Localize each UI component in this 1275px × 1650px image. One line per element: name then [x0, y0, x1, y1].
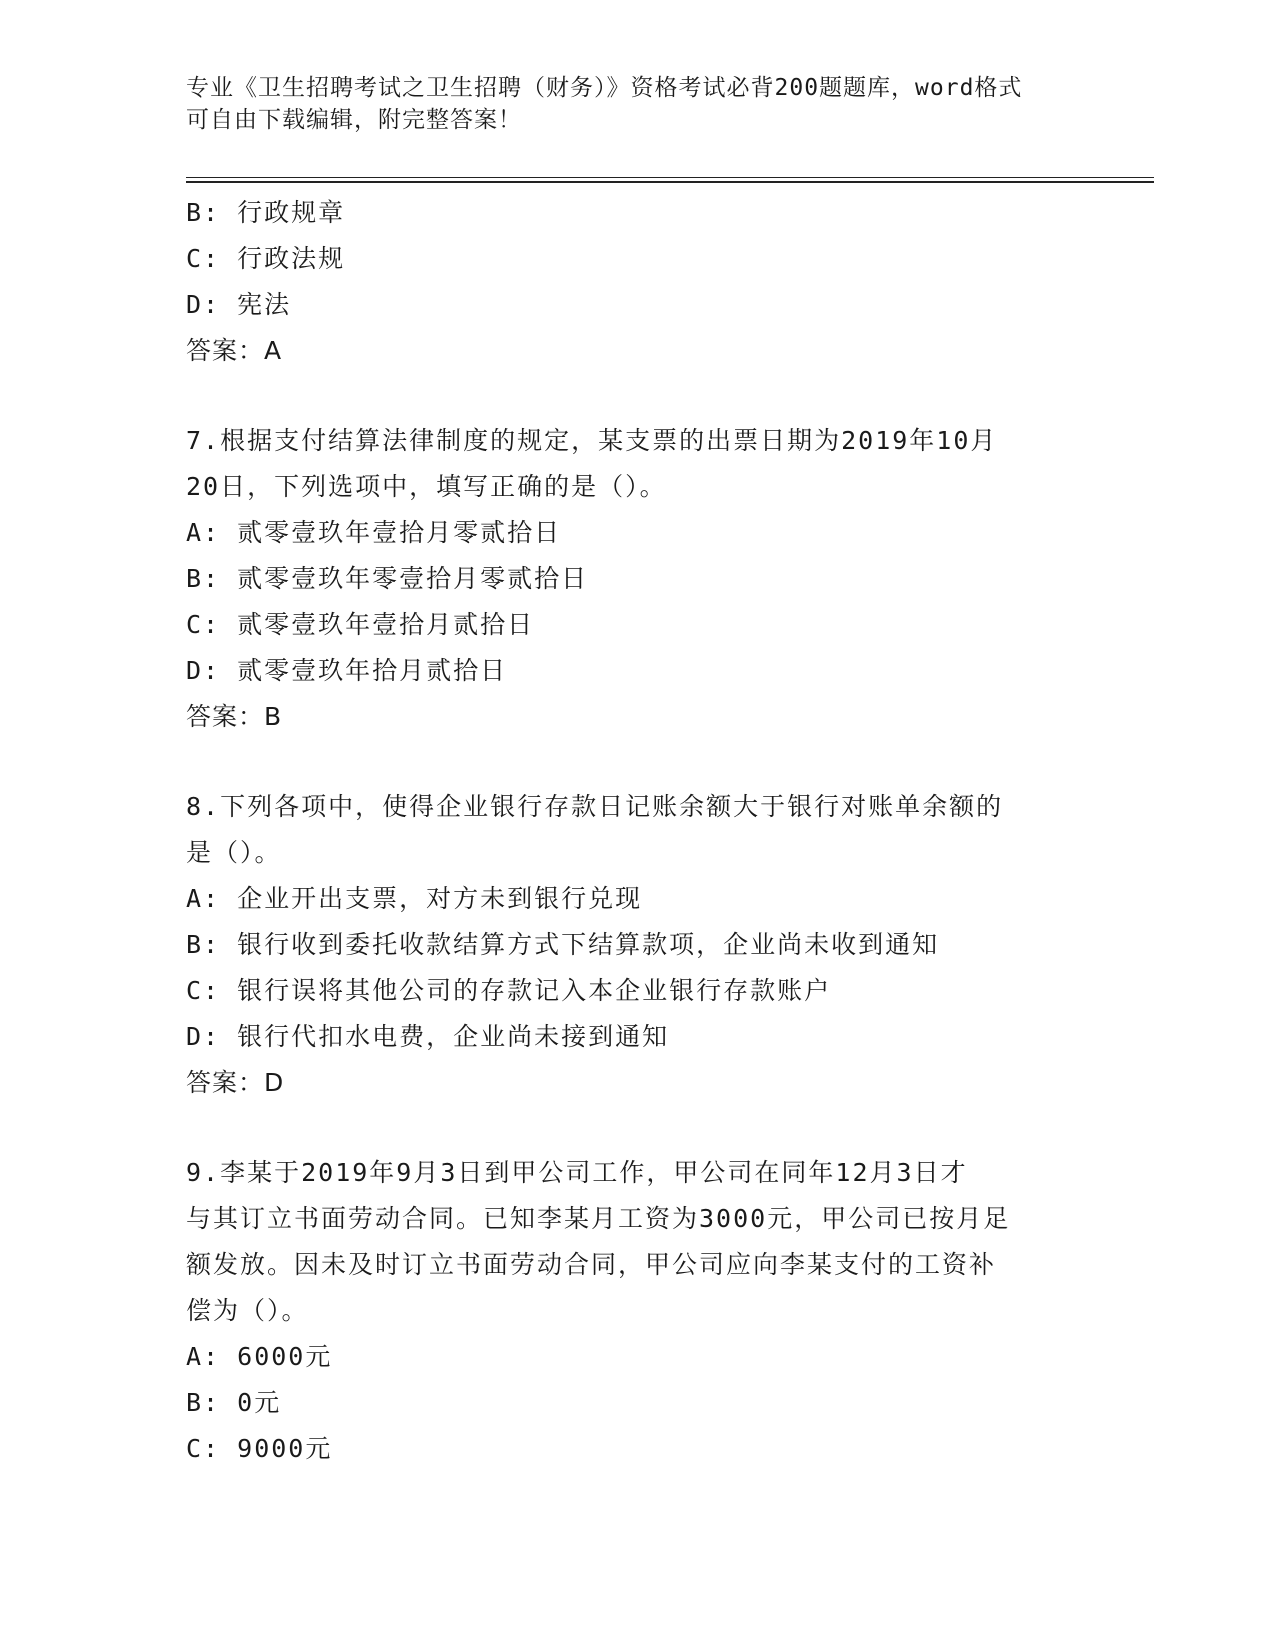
answer-label: 答案：D: [186, 1068, 285, 1097]
question-7: [186, 418, 1066, 740]
option-b: B: 行政规章: [186, 198, 346, 227]
header-line-1: 专业《卫生招聘考试之卫生招聘（财务）》资格考试必背200题题库，word格式: [186, 75, 1023, 101]
option-a: A: 企业开出支票，对方未到银行兑现: [186, 884, 643, 913]
answer-label: 答案：A: [186, 336, 283, 365]
question-9: [186, 1150, 1066, 1472]
option-a: A: 贰零壹玖年壹拾月零贰拾日: [186, 518, 562, 547]
answer-label: 答案：B: [186, 702, 283, 731]
header-line-2: 可自由下载编辑，附完整答案！: [186, 107, 522, 133]
option-c: C: 贰零壹玖年壹拾月贰拾日: [186, 610, 535, 639]
question-text-line: 与其订立书面劳动合同。已知李某月工资为3000元，甲公司已按月足: [186, 1204, 1011, 1233]
question-spacer: [186, 1106, 1066, 1150]
question-spacer: [186, 374, 1066, 418]
option-d: D: 银行代扣水电费，企业尚未接到通知: [186, 1022, 670, 1051]
option-a: A: 6000元: [186, 1342, 333, 1371]
question-text-line: 偿为（）。: [186, 1296, 309, 1325]
option-b: B: 0元: [186, 1388, 282, 1417]
header-divider-thick: [186, 181, 1154, 183]
option-c: C: 9000元: [186, 1434, 333, 1463]
option-b: B: 贰零壹玖年零壹拾月零贰拾日: [186, 564, 589, 593]
question-text-line: 是（）。: [186, 838, 282, 867]
question-6-tail: [186, 190, 1066, 374]
option-d: D: 贰零壹玖年拾月贰拾日: [186, 656, 508, 685]
question-text-line: 20日，下列选项中，填写正确的是（）。: [186, 472, 667, 501]
question-text-line: 9.李某于2019年9月3日到甲公司工作，甲公司在同年12月3日才: [186, 1158, 968, 1187]
option-c: C: 行政法规: [186, 244, 346, 273]
question-spacer: [186, 740, 1066, 784]
question-text-line: 额发放。因未及时订立书面劳动合同，甲公司应向李某支付的工资补: [186, 1250, 997, 1279]
option-c: C: 银行误将其他公司的存款记入本企业银行存款账户: [186, 976, 832, 1005]
document-header: [186, 72, 1066, 136]
question-list: [186, 190, 1066, 1472]
option-d: D: 宪法: [186, 290, 292, 319]
header-divider-thin: [186, 177, 1154, 178]
question-8: [186, 784, 1066, 1106]
option-b: B: 银行收到委托收款结算方式下结算款项，企业尚未收到通知: [186, 930, 940, 959]
question-text-line: 7.根据支付结算法律制度的规定，某支票的出票日期为2019年10月: [186, 426, 998, 455]
question-text-line: 8.下列各项中，使得企业银行存款日记账余额大于银行对账单余额的: [186, 792, 1004, 821]
